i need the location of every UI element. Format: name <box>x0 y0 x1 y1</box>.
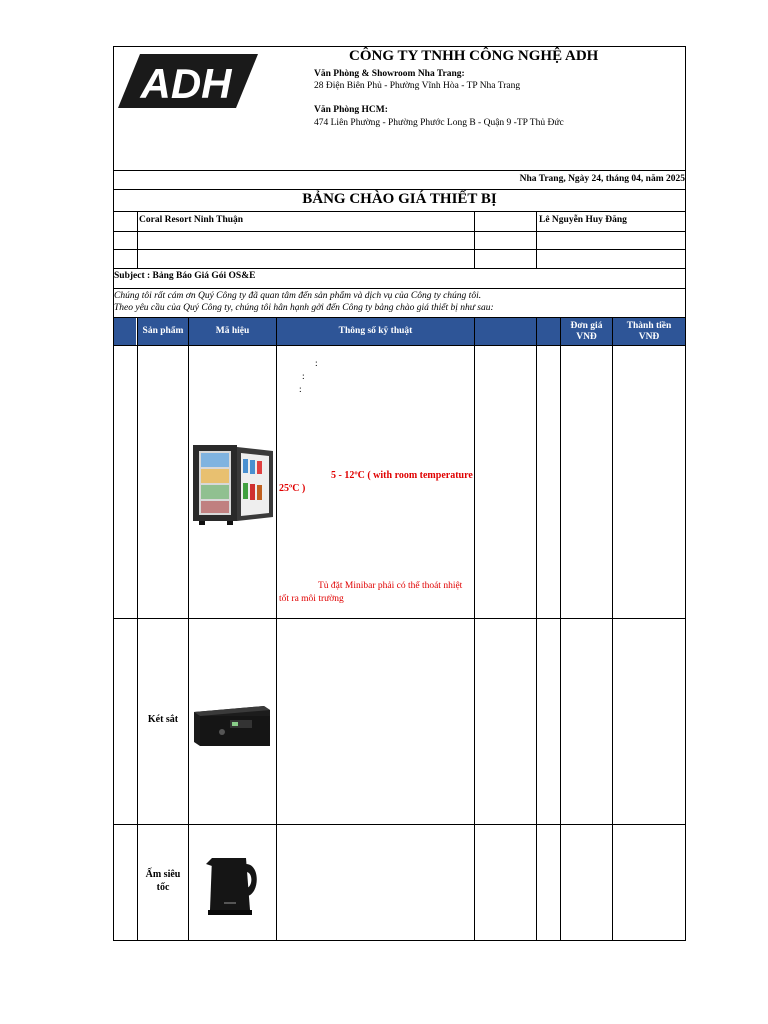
customer-contact: Lê Nguyễn Huy Đăng <box>539 215 627 225</box>
spec-note-line-1: Tủ đặt Minibar phải có thể thoát nhiệt <box>318 581 463 591</box>
spec-colon-1: : <box>315 359 318 369</box>
electric-kettle-image <box>206 852 262 916</box>
header-cell-blank <box>114 318 136 345</box>
header-spec: Thông số kỹ thuật <box>277 318 474 345</box>
header-cell-blank-3 <box>537 318 560 345</box>
office1-title: Văn Phòng & Showroom Nha Trang: <box>314 69 465 79</box>
product-kettle: Ấm siêu tốc <box>145 869 181 893</box>
office2-address: 474 Liên Phường - Phường Phước Long B - Quận 9 -TP Thủ Đức <box>314 118 564 128</box>
office1-address: 28 Điện Biên Phủ - Phường Vĩnh Hòa - TP Nha Trang <box>314 81 521 91</box>
safe-box-image <box>192 704 272 746</box>
spec-colon-2: : <box>302 372 305 382</box>
product-safe: Két sắt <box>147 714 179 725</box>
header-model: Mã hiệu <box>189 318 276 345</box>
company-name: CÔNG TY TNHH CÔNG NGHỆ ADH <box>349 48 599 64</box>
spec-note-line-2: tốt ra môi trường <box>279 594 344 604</box>
spec-temperature-line-2: 25ºC ) <box>279 483 306 494</box>
header-product: Sản phẩm <box>138 318 188 345</box>
header-total: Thành tiền VNĐ <box>613 318 685 345</box>
spec-temperature-line-1: 5 - 12ºC ( with room temperature <box>331 470 473 481</box>
customer-name: Coral Resort Ninh Thuận <box>139 215 244 225</box>
header-cell-blank-2 <box>475 318 536 345</box>
intro-line-1: Chúng tôi rất cám ơn Quý Công ty đã quan tâm đến sản phẩm và dịch vụ của Công ty chúng tôi. <box>114 291 482 301</box>
document-title: BẢNG CHÀO GIÁ THIẾT BỊ <box>302 191 497 207</box>
date-line: Nha Trang, Ngày 24, tháng 04, năm 2025 <box>519 174 685 184</box>
spec-colon-3: : <box>299 385 302 395</box>
header-unit-price: Đơn giá VNĐ <box>561 318 612 345</box>
subject-line: Subject : Bảng Báo Giá Gói OS&E <box>114 271 256 281</box>
svg-text:ADH: ADH <box>140 60 232 107</box>
intro-line-2: Theo yêu cầu của Quý Công ty, chúng tôi hân hạnh gởi đến Công ty bảng chào giá thiết bị như sau: <box>114 303 494 313</box>
minibar-fridge-image <box>191 443 275 527</box>
office2-title: Văn Phòng HCM: <box>314 105 388 115</box>
